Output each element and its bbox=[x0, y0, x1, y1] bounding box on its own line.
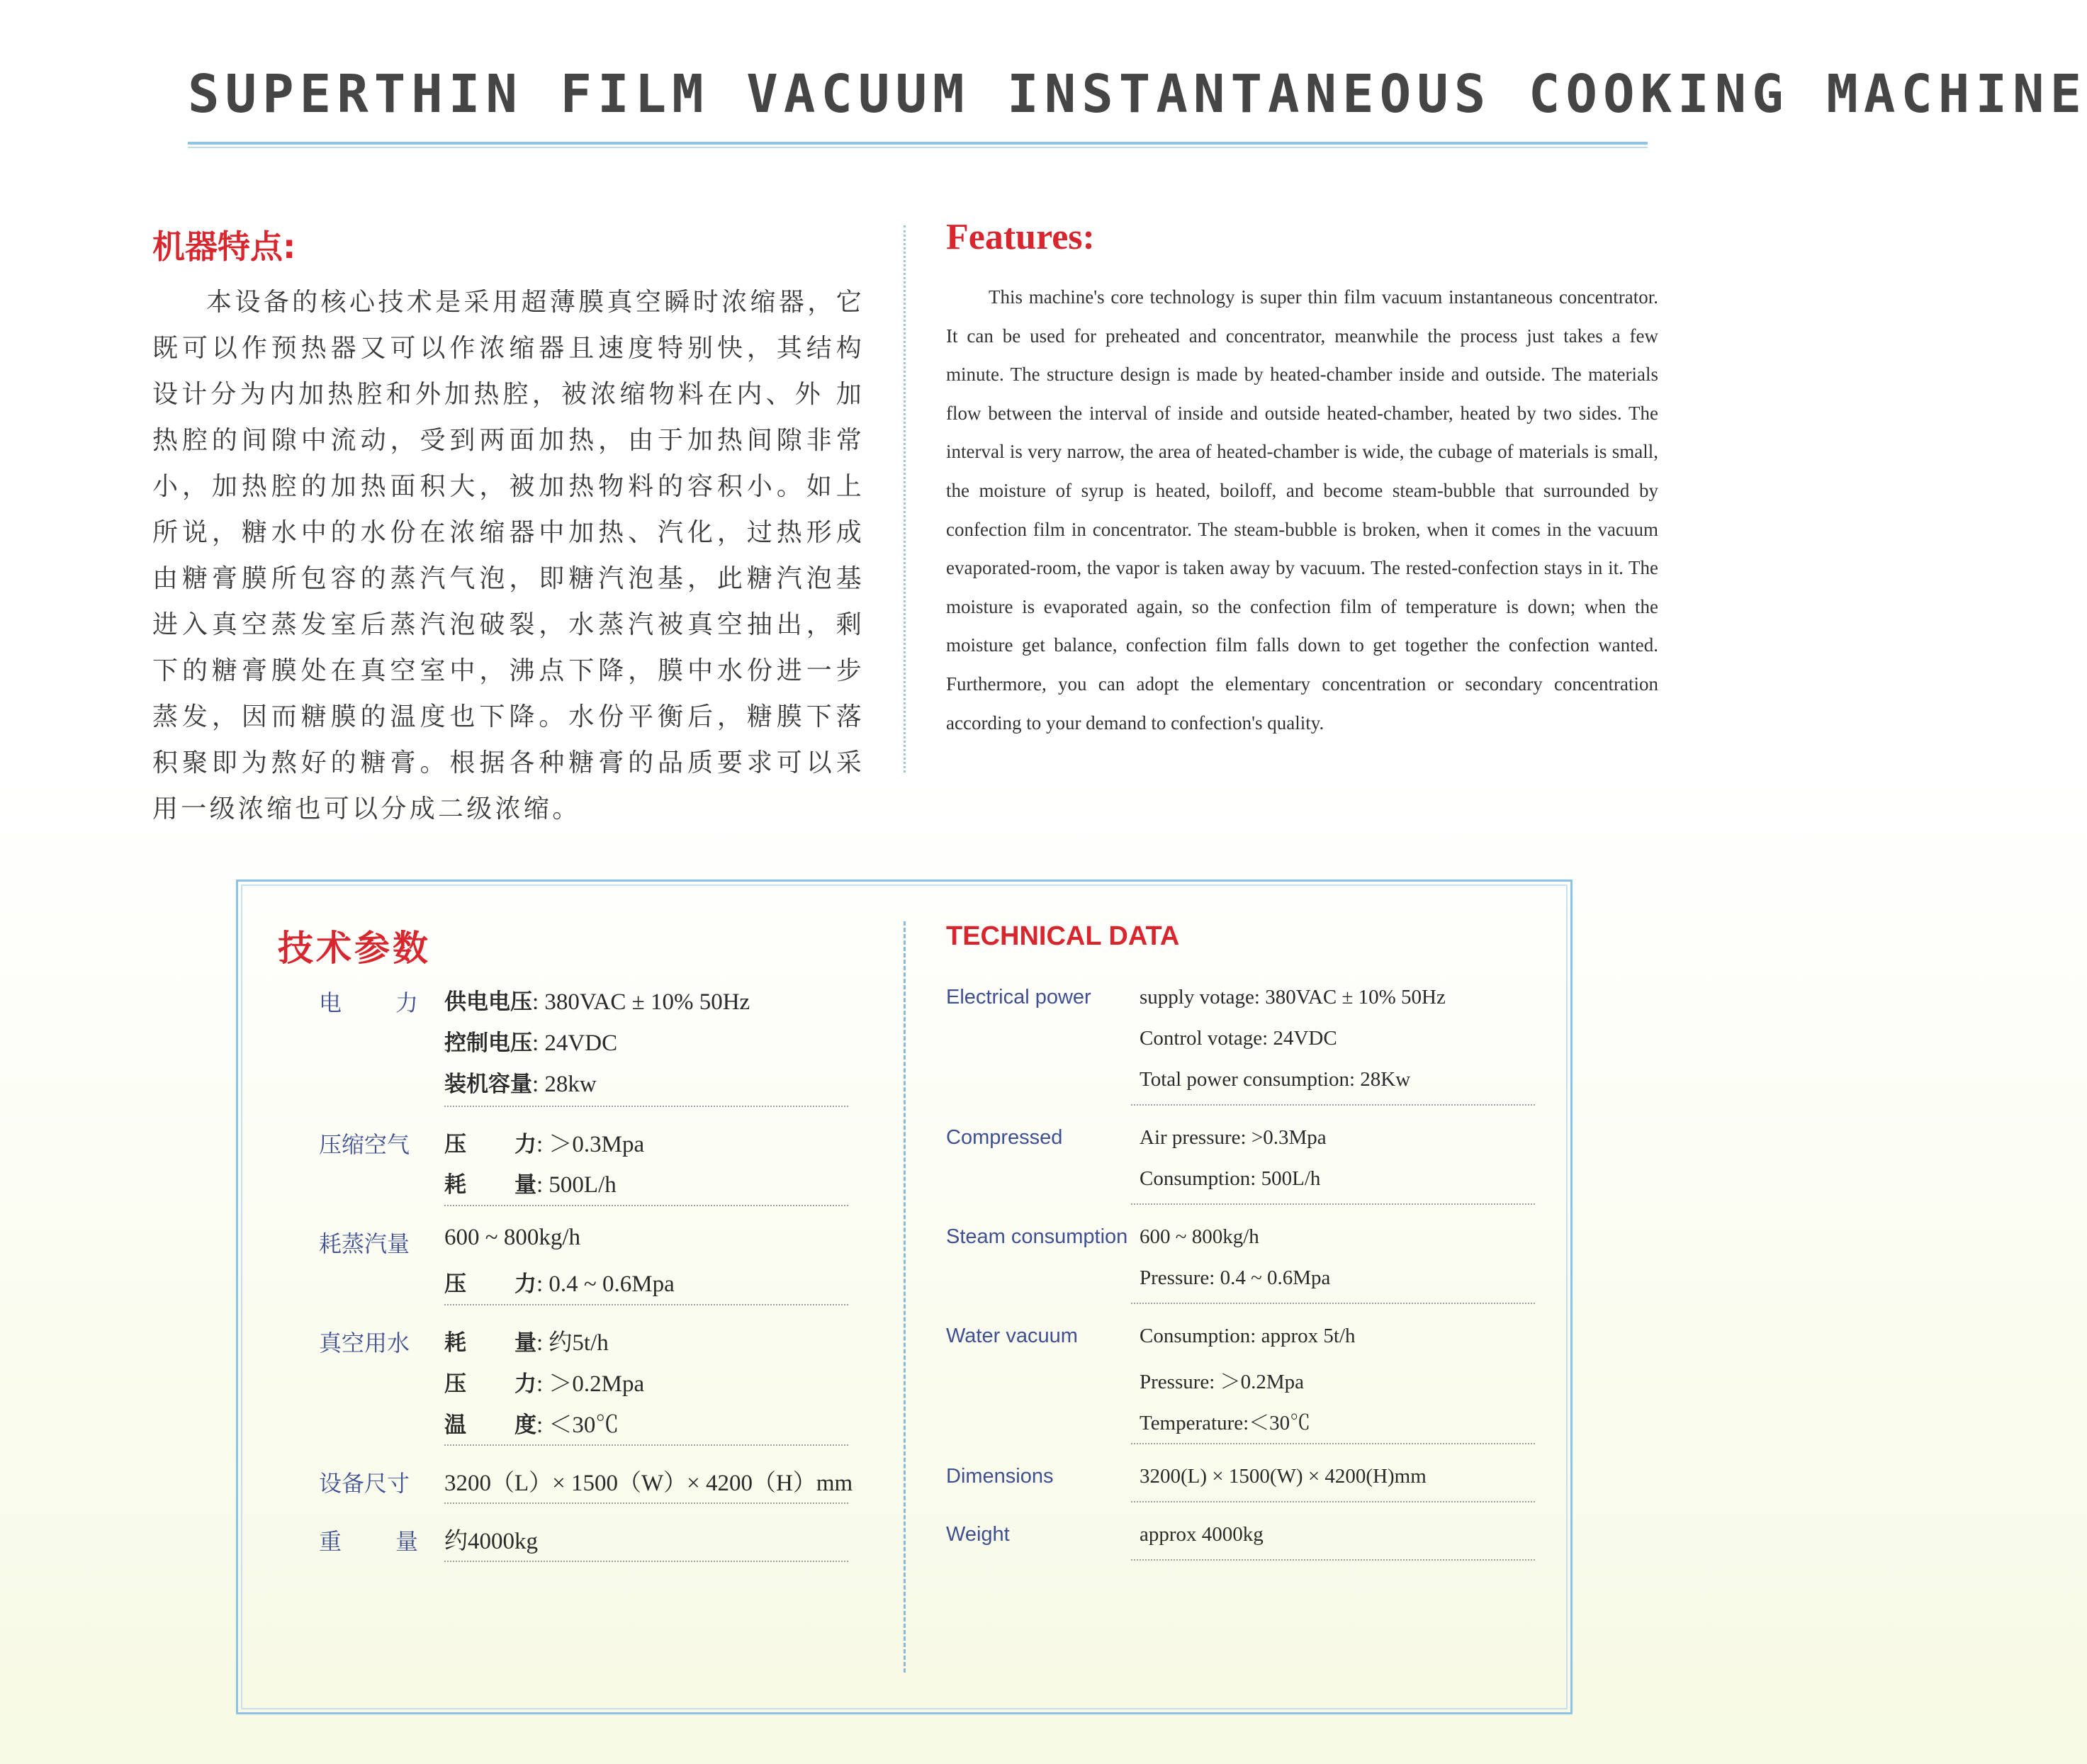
zh-steam-row-1: 600 ~ 800kg/h bbox=[444, 1225, 581, 1250]
en-rule bbox=[1131, 1203, 1535, 1205]
zh-rule bbox=[444, 1106, 848, 1107]
en-water-row-1: Consumption: approx 5t/h bbox=[1140, 1325, 1356, 1347]
zh-rule bbox=[444, 1444, 848, 1446]
en-label-power: Electrical power bbox=[946, 986, 1091, 1009]
en-steam-row-2: Pressure: 0.4 ~ 0.6Mpa bbox=[1140, 1266, 1331, 1289]
en-rule bbox=[1131, 1501, 1535, 1502]
features-zh-heading: 机器特点: bbox=[152, 227, 296, 266]
en-air-row-2: Consumption: 500L/h bbox=[1140, 1167, 1321, 1190]
features-en-heading: Features: bbox=[946, 217, 1095, 257]
zh-weight-value: 约4000kg bbox=[444, 1529, 538, 1554]
en-dimensions-value: 3200(L) × 1500(W) × 4200(H)mm bbox=[1140, 1465, 1427, 1488]
zh-label-power: 电 力 bbox=[319, 989, 418, 1016]
zh-dimensions-value: 3200（L）× 1500（W）× 4200（H）mm bbox=[444, 1471, 853, 1496]
tech-en-heading: TECHNICAL DATA bbox=[946, 921, 1180, 951]
en-water-row-3: Temperature:＜30℃ bbox=[1140, 1412, 1311, 1434]
zh-water-row-1: 耗 量 : 约5t/h bbox=[444, 1330, 609, 1356]
zh-rule bbox=[444, 1205, 848, 1206]
zh-power-row-1: 供电电压: 380VAC ± 10% 50Hz bbox=[444, 989, 750, 1015]
en-air-row-1: Air pressure: >0.3Mpa bbox=[1140, 1126, 1327, 1149]
tech-zh-heading: 技术参数 bbox=[278, 928, 431, 969]
page-title: SUPERTHIN FILM VACUUM INSTANTANEOUS COOKING MACHINE bbox=[188, 64, 2087, 125]
en-rule bbox=[1131, 1303, 1535, 1304]
en-water-row-2: Pressure: ＞0.2Mpa bbox=[1140, 1371, 1304, 1393]
zh-label-steam: 耗蒸汽量 bbox=[319, 1230, 410, 1257]
zh-air-row-2: 耗 量 : 500L/h bbox=[444, 1172, 617, 1198]
zh-rule bbox=[444, 1561, 848, 1562]
zh-label-weight: 重 量 bbox=[319, 1528, 418, 1555]
zh-label-water: 真空用水 bbox=[319, 1330, 410, 1356]
en-weight-value: approx 4000kg bbox=[1140, 1523, 1264, 1546]
zh-air-row-1: 压 力 : ＞0.3Mpa bbox=[444, 1132, 645, 1157]
en-label-steam: Steam consumption bbox=[946, 1225, 1128, 1248]
en-label-air: Compressed bbox=[946, 1126, 1063, 1149]
en-rule bbox=[1131, 1443, 1535, 1444]
en-power-row-3: Total power consumption: 28Kw bbox=[1140, 1068, 1411, 1091]
en-rule bbox=[1131, 1559, 1535, 1561]
features-en-text: This machine's core technology is super thin film vacuum instantaneous concentrator. It can be used for preheated and concentrator, meanwhile the process just takes a few minute. The structure design is made by heated-chamber inside and outside. The materials flow between the interval of inside and outside heated-chamber, heated by two sides. The interval is very narrow, the area of heated-chamber is wide, the cubage of materials is small, the moisture of syrup is heated, boiloff, and become steam-bubble that surrounded by confection film in concentrator. The steam-bubble is broken, when it comes in the vacuum evaporated-room, the vapor is taken away by vacuum. The rested-confection stays in it. The moisture is evaporated again, so the confection film of temperature is down; when the moisture get balance, confection film falls down to get together the confection wanted. Furthermore, you can adopt the elementary concentration or secondary concentration according to your demand to confection's quality. bbox=[946, 286, 1658, 734]
features-divider bbox=[904, 225, 906, 773]
zh-water-row-2: 压 力 : ＞0.2Mpa bbox=[444, 1371, 645, 1397]
zh-label-air: 压缩空气 bbox=[319, 1131, 410, 1158]
en-label-dimensions: Dimensions bbox=[946, 1465, 1054, 1488]
zh-steam-row-2: 压 力 : 0.4 ~ 0.6Mpa bbox=[444, 1271, 675, 1297]
en-rule bbox=[1131, 1104, 1535, 1106]
zh-label-dimensions: 设备尺寸 bbox=[319, 1470, 410, 1497]
zh-power-row-3: 装机容量: 28kw bbox=[444, 1072, 597, 1097]
en-power-row-2: Control votage: 24VDC bbox=[1140, 1027, 1337, 1050]
en-steam-row-1: 600 ~ 800kg/h bbox=[1140, 1225, 1259, 1248]
zh-water-row-3: 温 度 : ＜30℃ bbox=[444, 1412, 619, 1438]
title-underline-secondary bbox=[188, 147, 1648, 148]
en-label-weight: Weight bbox=[946, 1523, 1010, 1546]
features-zh-text: 本设备的核心技术是采用超薄膜真空瞬时浓缩器，它既可以作预热器又可以作浓缩器且速度特别快，其结构设计分为内加热腔和外加热腔，被浓缩物料在内、外 加热腔的间隙中流动，受到两面加热，由于加热间隙非常小，加热腔的加热面积大，被加热物料的容积小。如上所说，糖水中的水份在浓缩器中加热、汽化，过热形成由糖膏膜所包容的蒸汽气泡，即糖汽泡基，此糖汽泡基进入真空蒸发室后蒸汽泡破裂，水蒸汽被真空抽出，剩下的糖膏膜处在真空室中，沸点下降，膜中水份进一步蒸发，因而糖膜的温度也下降。水份平衡后，糖膜下落积聚即为熬好的糖膏。根据各种糖膏的品质要求可以采用一级浓缩也可以分成二级浓缩。 bbox=[152, 288, 865, 824]
en-label-water: Water vacuum bbox=[946, 1325, 1078, 1347]
zh-rule bbox=[444, 1502, 848, 1504]
en-power-row-1: supply votage: 380VAC ± 10% 50Hz bbox=[1140, 986, 1446, 1009]
technical-data-divider bbox=[904, 921, 906, 1673]
title-underline bbox=[188, 142, 1648, 145]
zh-power-row-2: 控制电压: 24VDC bbox=[444, 1030, 618, 1056]
zh-rule bbox=[444, 1304, 848, 1305]
